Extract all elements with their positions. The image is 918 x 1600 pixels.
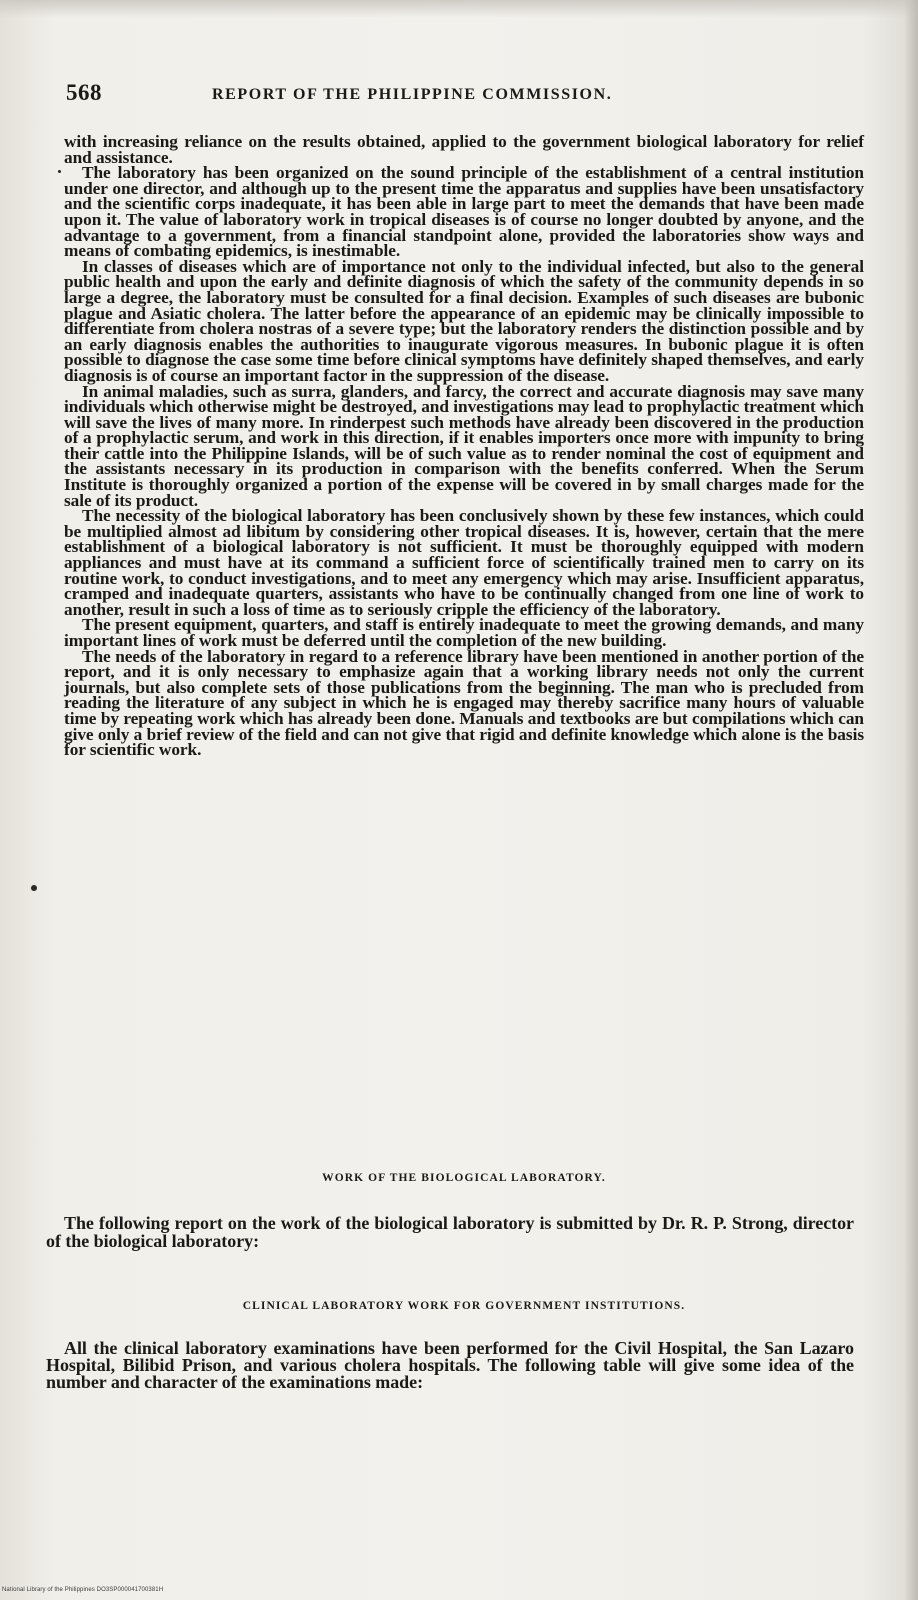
running-head: REPORT OF THE PHILIPPINE COMMISSION. xyxy=(212,86,613,103)
paragraph: The necessity of the biological laboratory has been conclusively shown by these few instances, which could be multiplied almost ad libitum by considering other tropical diseases. It is, however, certain that the mere establishment of a biological laboratory is not sufficient. It must be thoroughly equipped with modern appliances and must have at its command a sufficient force of scientifically trained men to carry on its routine work, to conduct investigations, and to meet any emergency which may arise. Insufficient apparatus, cramped and inadequate quarters, assistants who have to be continually changed from one line of work to another, result in such a loss of time as to seriously cripple the efficiency of the laboratory. xyxy=(64,506,864,619)
paragraph: with increasing reliance on the results obtained, applied to the government biological laboratory for relief and assistance. xyxy=(64,132,864,167)
scan-footer-note: National Library of the Philippines DO3SP000041700381H xyxy=(2,1587,164,1593)
section-heading: CLINICAL LABORATORY WORK FOR GOVERNMENT INSTITUTIONS. xyxy=(242,1300,686,1312)
paragraph: The following report on the work of the biological laboratory is submitted by Dr. R. P. Strong, director of the biological laboratory: xyxy=(46,1213,854,1251)
paragraph: The needs of the laboratory in regard to a reference library have been mentioned in another portion of the report, and it is only necessary to emphasize again that a working library needs not only the current journals, but also complete sets of those publications from the beginning. The man who is precluded from reading the literature of any subject in which he is engaged may thereby sacrifice many hours of valuable time by repeating work which has already been done. Manuals and textbooks are but compilations which can give only a brief review of the field and can not give that rigid and definite knowledge which alone is the basis for scientific work. xyxy=(64,646,864,760)
page-header xyxy=(66,80,866,110)
body-text xyxy=(64,134,864,758)
page-number: 568 xyxy=(66,80,102,105)
section-heading: WORK OF THE BIOLOGICAL LABORATORY. xyxy=(322,1172,606,1184)
margin-mark xyxy=(58,170,61,173)
paragraph: The present equipment, quarters, and staff is entirely inadequate to meet the growing demands, and many important lines of work must be deferred until the completion of the new building. xyxy=(64,615,864,650)
paragraph: In animal maladies, such as surra, glanders, and farcy, the correct and accurate diagnosis may save many individuals which otherwise might be destroyed, and investigations may lead to prophylactic treatment which will save the lives of many more. In rinderpest such methods have already been discovered in the production of a prophylactic serum, and work in this direction, if it enables importers once more with impunity to bring their cattle into the Philippine Islands, will be of such value as to render nominal the cost of equipment and the assistants necessary in its production in comparison with the benefits conferred. When the Serum Institute is thoroughly organized a portion of the expense will be covered in by small charges made for the sale of its product. xyxy=(64,381,864,510)
section-intro xyxy=(46,1214,854,1250)
section-intro xyxy=(46,1340,854,1391)
paragraph: In classes of diseases which are of importance not only to the individual infected, but also to the general public health and upon the early and definite diagnosis of which the safety of the community depends in so large a degree, the laboratory must be consulted for a final decision. Examples of such diseases are bubonic plague and Asiatic cholera. The latter before the appearance of an epidemic may be clinically impossible to differentiate from cholera nostras of a severe type; but the laboratory renders the distinction possible and by an early diagnosis enables the authorities to inaugurate vigorous measures. In bubonic plague it is often possible to diagnose the case some time before clinical symptoms have definitely shaped themselves, and early diagnosis is of course an important factor in the suppression of the disease. xyxy=(64,256,864,385)
paragraph: All the clinical laboratory examinations have been performed for the Civil Hospital, the San Lazaro Hospital, Bilibid Prison, and various cholera hospitals. The following table will give some idea of the number and character of the examinations made: xyxy=(46,1338,854,1392)
margin-dot xyxy=(31,885,37,891)
paragraph: The laboratory has been organized on the sound principle of the establishment of a central institution under one director, and although up to the present time the apparatus and supplies have been unsatisfactory and the scientific corps inadequate, it has been able in large part to meet the demands that have been made upon it. The value of laboratory work in tropical diseases is of course no longer doubted by anyone, and the advantage to a government, from a financial standpoint alone, provided the laboratories show ways and means of combating epidemics, is inestimable. xyxy=(64,163,864,261)
page-top-shadow xyxy=(0,0,918,18)
page-right-edge xyxy=(904,0,918,1600)
